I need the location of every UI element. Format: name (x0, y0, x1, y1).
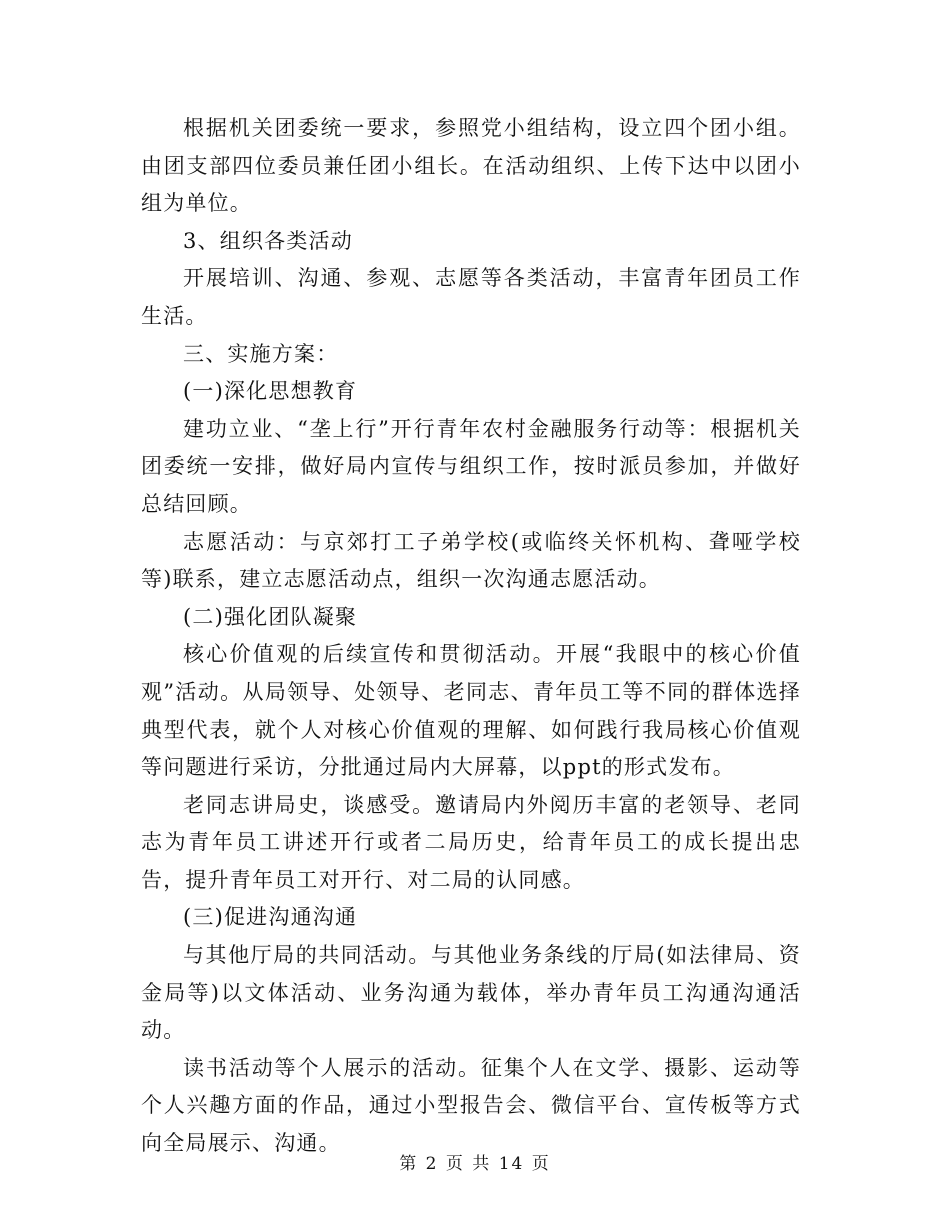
page-number-footer: 第 2 页 共 14 页 (399, 1154, 551, 1174)
paragraph-core-values: 核心价值观的后续宣传和贯彻活动。开展“我眼中的核心价值观”活动。从局领导、处领导、老同志、青年员工等不同的群体选择典型代表，就个人对核心价值观的理解、如何践行我局核心价值观等问题进行采访，分批通过局内大屏幕，以ppt的形式发布。 (141, 642, 801, 780)
paragraph-volunteer-activity: 志愿活动：与京郊打工子弟学校(或临终关怀机构、聋哑学校等)联系，建立志愿活动点，组织一次沟通志愿活动。 (141, 529, 801, 592)
paragraph-reading-activities: 读书活动等个人展示的活动。征集个人在文学、摄影、运动等个人兴趣方面的作品，通过小型报告会、微信平台、宣传板等方式向全局展示、沟通。 (141, 1055, 801, 1156)
heading-ideological-education: (一)深化思想教育 (183, 379, 358, 404)
heading-organize-activities: 3、组织各类活动 (183, 228, 353, 253)
heading-team-cohesion: (二)强化团队凝聚 (183, 604, 358, 629)
paragraph-joint-activities: 与其他厅局的共同活动。与其他业务条线的厅局(如法律局、资金局等)以文体活动、业务沟通为载体，举办青年员工沟通沟通活动。 (141, 943, 801, 1043)
heading-implementation-plan: 三、实施方案： (183, 341, 339, 366)
heading-promote-communication: (三)促进沟通沟通 (183, 905, 358, 930)
document-body (141, 110, 801, 1163)
paragraph-various-activities: 开展培训、沟通、参观、志愿等各类活动，丰富青年团员工作生活。 (141, 266, 801, 328)
paragraph-team-groups: 根据机关团委统一要求，参照党小组结构，设立四个团小组。由团支部四位委员兼任团小组长。在活动组织、上传下达中以团小组为单位。 (141, 116, 801, 216)
paragraph-bureau-history: 老同志讲局史，谈感受。邀请局内外阅历丰富的老领导、老同志为青年员工讲述开行或者二局历史，给青年员工的成长提出忠告，提升青年员工对开行、对二局的认同感。 (141, 792, 801, 892)
paragraph-rural-finance-action: 建功立业、“垄上行”开行青年农村金融服务行动等：根据机关团委统一安排，做好局内宣传与组织工作，按时派员参加，并做好总结回顾。 (141, 416, 801, 516)
